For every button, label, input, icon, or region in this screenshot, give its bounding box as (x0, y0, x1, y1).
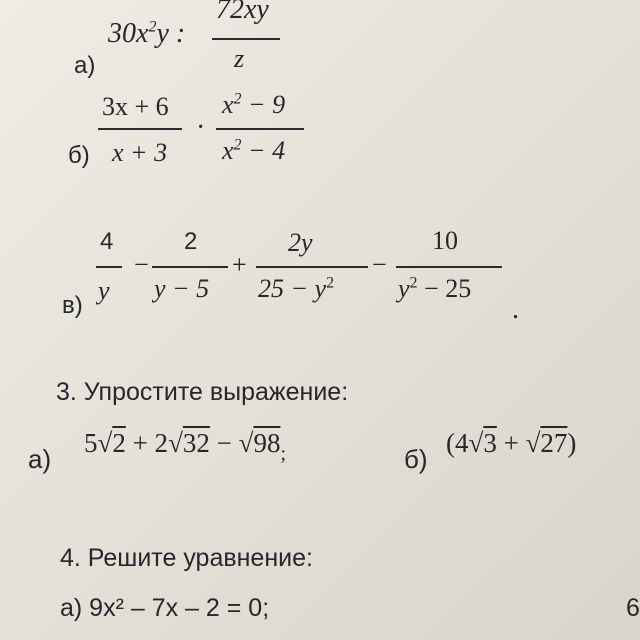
radical-icon: √ (468, 428, 484, 458)
fraction-bar (96, 266, 122, 268)
problem-v-f3-den: $25 - y^2$ (258, 274, 335, 303)
problem-a-denominator: z (234, 44, 245, 73)
task-3-b-expression: (4√3 + √27) (446, 428, 577, 458)
problem-v-f4-den: $y^2 - 25$ (398, 274, 472, 303)
task-3-title: 3. Упростите выражение: (56, 378, 349, 406)
radical-icon: √ (168, 428, 183, 458)
task-3-b-label: б) (404, 444, 428, 474)
problem-b-num1: 3x + 6 (102, 92, 169, 121)
problem-b-label: б) (68, 142, 90, 169)
fraction-bar (216, 128, 304, 130)
fraction-bar (256, 266, 368, 268)
problem-v-f3-num: 2y (288, 228, 313, 257)
problem-b-den1: x + 3 (112, 138, 168, 167)
problem-b-operator: · (196, 112, 206, 143)
problem-v-f2-den: y − 5 (154, 274, 210, 303)
fraction-bar (396, 266, 502, 268)
radical-icon: √ (238, 428, 254, 458)
problem-v-end: . (512, 294, 519, 325)
task-4-cut-text: 6 (626, 594, 640, 622)
task-4-a-equation: а) 9x² – 7x – 2 = 0; (60, 594, 270, 622)
problem-v-f4-num: 10 (432, 226, 458, 255)
task-3-a-label: а) (28, 444, 52, 474)
task-3-a-expression: $5√2 + 2√32 - √98_;$ (84, 428, 287, 465)
task-4-title: 4. Решите уравнение: (60, 544, 313, 572)
problem-v-op3: − (372, 250, 387, 279)
fraction-bar (212, 38, 280, 40)
problem-v-f2-num: 2 (184, 228, 198, 255)
radical-icon: √ (525, 428, 541, 458)
problem-v-op1: − (134, 250, 149, 279)
problem-v-f1-den: y (98, 276, 110, 305)
problem-v-f1-num: 4 (100, 228, 114, 255)
problem-a-label: а) (74, 52, 96, 79)
fraction-bar (152, 266, 228, 268)
fraction-bar (98, 128, 182, 130)
problem-b-den2: $x^2 - 4$ (222, 136, 286, 165)
radical-icon: √ (97, 428, 113, 458)
problem-v-label: в) (62, 292, 83, 319)
problem-b-num2: $x^2 - 9$ (222, 90, 286, 119)
problem-a-term: $30x^2y$ : (108, 18, 186, 49)
problem-a-numerator: 72xy (216, 0, 269, 25)
problem-v-op2: + (232, 250, 247, 279)
